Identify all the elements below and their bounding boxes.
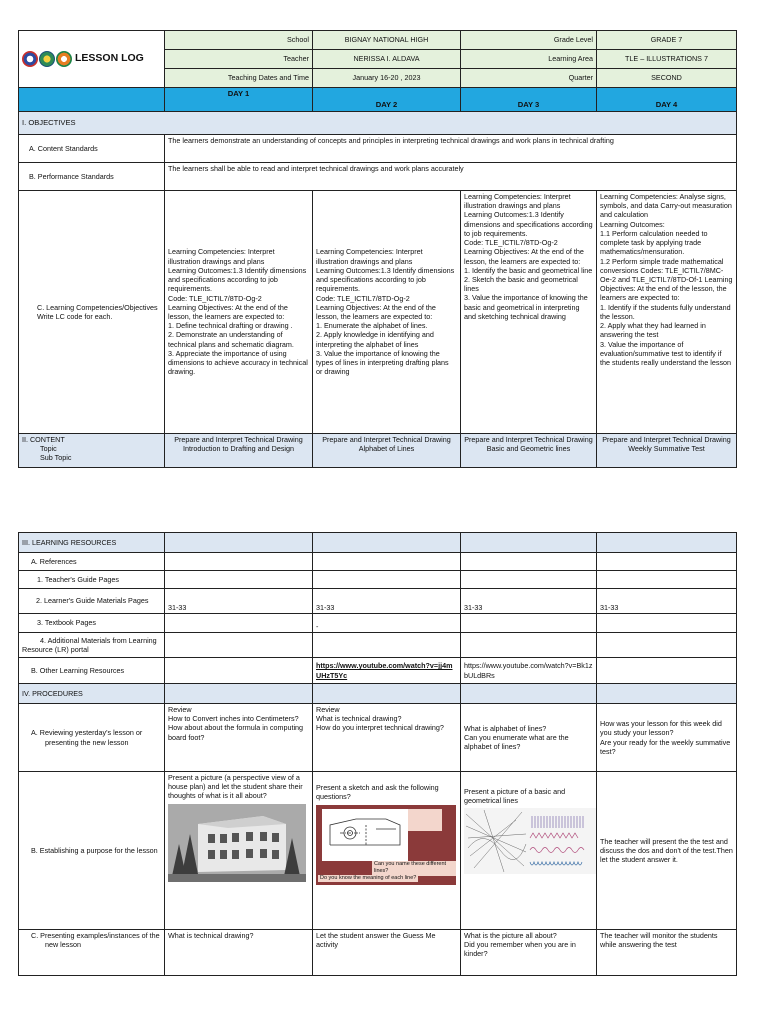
resources-heading: III. LEARNING RESOURCES bbox=[19, 533, 165, 553]
sketch-question-2: Do you know the meaning of each line? bbox=[320, 875, 417, 882]
competencies-label: C. Learning Competencies/Objectives Write LC code for each. bbox=[19, 191, 165, 434]
house-perspective-photo bbox=[168, 804, 306, 882]
lesson-log-table-top bbox=[18, 30, 737, 468]
teachers-guide-label: 1. Teacher's Guide Pages bbox=[19, 571, 165, 589]
deped-seal-icon bbox=[22, 51, 38, 67]
teacher-value: NERISSA I. ALDAVA bbox=[313, 50, 461, 69]
day-3-header: DAY 3 bbox=[461, 88, 597, 112]
dates-label: Teaching Dates and Time bbox=[165, 69, 313, 88]
teacher-label: Teacher bbox=[165, 50, 313, 69]
textbook-label: 3. Textbook Pages bbox=[19, 614, 165, 633]
lines-chart-picture bbox=[464, 808, 596, 874]
day-2-header: DAY 2 bbox=[313, 88, 461, 112]
procedure-c-day-2: Let the student answer the Guess Me activity bbox=[313, 930, 461, 976]
content-label-cell bbox=[19, 434, 165, 468]
topic-day-3: Prepare and Interpret Technical Drawing bbox=[464, 435, 593, 444]
objectives-heading: I. OBJECTIVES bbox=[19, 112, 737, 135]
subtopic-day-2: Alphabet of Lines bbox=[358, 444, 415, 454]
school-label: School bbox=[165, 31, 313, 50]
procedure-b-day-3 bbox=[461, 772, 597, 930]
textbook-day-2: - bbox=[313, 614, 461, 633]
division-seal-icon bbox=[56, 51, 72, 67]
day-4-header: DAY 4 bbox=[597, 88, 737, 112]
procedure-a-day-4: How was your lesson for this week did you study your lesson? Are your ready for the weekly summative test? bbox=[597, 704, 737, 772]
day-bar-spacer bbox=[19, 88, 165, 112]
procedure-b-day-3-text: Present a picture of a basic and geometrical lines bbox=[464, 787, 566, 806]
lesson-log-table-bottom bbox=[18, 532, 737, 976]
content-day-3 bbox=[461, 434, 597, 468]
sketch-question-1: Can you name these different lines? bbox=[372, 861, 456, 875]
procedure-a-day-1: Review How to Convert inches into Centimeters? How about about the formula in computing board foot? bbox=[165, 704, 313, 772]
quarter-value: SECOND bbox=[597, 69, 737, 88]
competencies-day-4: Learning Competencies: Analyse signs, symbols, and data Carry-out measuration and calculation Learning Outcomes: 1.1 Perform calculation needed to complete task by applying trade mathematics/mensuration. 1.2 Perform simple trade mathematical conversions Codes: TLE_ICTIL7/8MC-Oe-2 and TLE_ICTIL7/8TD-Of-1 Learning Objectives: At the end of the lesson, the learners are expected to: 1. Identify if the students fully understand the lesson. 2. Apply what they had learned in answering the test 3. Value the importance of evaluation/summative test to identify if the students really understand the lesson bbox=[597, 191, 737, 434]
procedure-b-day-2 bbox=[313, 772, 461, 930]
lm-pages-day-4: 31-33 bbox=[597, 589, 737, 614]
subtopic-label: Sub Topic bbox=[40, 453, 72, 463]
performance-standards-label: B. Performance Standards bbox=[19, 163, 165, 191]
school-seal-icon bbox=[39, 51, 55, 67]
lm-pages-day-3: 31-33 bbox=[461, 589, 597, 614]
content-standards-text: The learners demonstrate an understanding of concepts and principles in interpreting technical drawings and work plans in technical drafting bbox=[165, 135, 737, 163]
procedure-c-day-3: What is the picture all about? Did you remember when you are in kinder? bbox=[461, 930, 597, 976]
learning-area-value: TLE – ILLUSTRATIONS 7 bbox=[597, 50, 737, 69]
sketch-image bbox=[316, 805, 456, 885]
grade-level-value: GRADE 7 bbox=[597, 31, 737, 50]
procedure-a-day-2: Review What is technical drawing? How do you interpret technical drawing? bbox=[313, 704, 461, 772]
competencies-day-1: Learning Competencies: Interpret illustration drawings and plans Learning Outcomes:1.3 Identify dimensions and specifications according to job requirements. Code: TLE_ICTIL7/8TD-Og-2 Learning Objectives: At the end of the lesson, the learners are expected to: 1. Define technical drafting or drawing . 2. Demonstrate an understanding of technical plans and schematic diagram. 3. Appreciate the importance of using dimensions to achieve accuracy in technical drawing. bbox=[165, 191, 313, 434]
performance-standards-text: The learners shall be able to read and interpret technical drawings and work plans accurately bbox=[165, 163, 737, 191]
procedure-b-day-2-text: Present a sketch and ask the following questions? bbox=[316, 783, 439, 802]
quarter-label: Quarter bbox=[461, 69, 597, 88]
learning-area-label: Learning Area bbox=[461, 50, 597, 69]
procedure-b-day-1-text: Present a picture (a perspective view of a house plan) and let the student share their thoughts of what is it all about? bbox=[168, 773, 303, 801]
topic-day-4: Prepare and Interpret Technical Drawing bbox=[602, 435, 731, 444]
logo-cell bbox=[19, 31, 165, 88]
other-resources-label: B. Other Learning Resources bbox=[19, 658, 165, 684]
day-1-header: DAY 1 bbox=[165, 88, 313, 112]
procedure-c-day-4: The teacher will monitor the students while answering the test bbox=[597, 930, 737, 976]
procedures-heading: IV. PROCEDURES bbox=[19, 684, 165, 704]
content-standards-label: A. Content Standards bbox=[19, 135, 165, 163]
procedure-b-label: B. Establishing a purpose for the lesson bbox=[19, 772, 165, 930]
procedure-b-day-4: The teacher will present the the test and discuss the dos and don't of the test.Then let the student answer it. bbox=[597, 772, 737, 930]
content-heading: II. CONTENT bbox=[22, 435, 65, 444]
dates-value: January 16-20 , 2023 bbox=[313, 69, 461, 88]
procedure-c-label: C. Presenting examples/instances of the new lesson bbox=[19, 930, 165, 976]
topic-label: Topic bbox=[40, 444, 57, 454]
subtopic-day-3: Basic and Geometric lines bbox=[486, 444, 571, 454]
topic-day-1: Prepare and Interpret Technical Drawing bbox=[174, 435, 303, 444]
school-value: BIGNAY NATIONAL HIGH bbox=[313, 31, 461, 50]
competencies-day-2: Learning Competencies: Interpret illustration drawings and plans Learning Outcomes:1.3 Identify dimensions and specifications according to job requirements. Code: TLE_ICTIL7/8TD-Og-2 Learning Objectives: At the end of the lesson, the learners are expected to: 1. Enumerate the alphabet of lines. 2. Apply knowledge in identifying and interpreting the alphabet of lines 3. Value the importance of knowing the types of lines in interpreting drafting plans or drawing bbox=[313, 191, 461, 434]
topic-day-2: Prepare and Interpret Technical Drawing bbox=[322, 435, 451, 444]
procedure-c-day-1: What is technical drawing? bbox=[165, 930, 313, 976]
competencies-day-3: Learning Competencies: Interpret illustration drawings and plans Learning Outcomes:1.3 Identify dimensions and specifications according to job requirements. Code: TLE_ICTIL7/8TD-Og-2 Learning Objectives: At the end of the lesson, the learners are expected to: 1. Identify the basic and geometrical line 2. Sketch the basic and geometrical lines 3. Value the importance of knowing the basic and geometrical in interpreting and sketching technical drawing bbox=[461, 191, 597, 434]
learners-guide-label: 2. Learner's Guide Materials Pages bbox=[19, 589, 165, 614]
subtopic-day-4: Weekly Summative Test bbox=[628, 444, 705, 454]
procedure-a-label: A. Reviewing yesterday's lesson or presenting the new lesson bbox=[19, 704, 165, 772]
lm-pages-day-1: 31-33 bbox=[165, 589, 313, 614]
lm-pages-day-2: 31-33 bbox=[313, 589, 461, 614]
content-day-2 bbox=[313, 434, 461, 468]
youtube-link-day-3[interactable]: https://www.youtube.com/watch?v=Bk1zbULdBRs bbox=[464, 661, 593, 680]
procedure-b-day-1 bbox=[165, 772, 313, 930]
content-day-1 bbox=[165, 434, 313, 468]
subtopic-day-1: Introduction to Drafting and Design bbox=[182, 444, 295, 454]
references-label: A. References bbox=[19, 553, 165, 571]
grade-level-label: Grade Level bbox=[461, 31, 597, 50]
lesson-log-title: LESSON LOG bbox=[75, 52, 144, 65]
content-day-4 bbox=[597, 434, 737, 468]
lr-portal-label: 4. Additional Materials from Learning Resource (LR) portal bbox=[19, 633, 165, 658]
youtube-link-day-2[interactable]: https://www.youtube.com/watch?v=jj4mUHzT5Yc bbox=[316, 661, 453, 680]
procedure-a-day-3: What is alphabet of lines? Can you enumerate what are the alphabet of lines? bbox=[461, 704, 597, 772]
